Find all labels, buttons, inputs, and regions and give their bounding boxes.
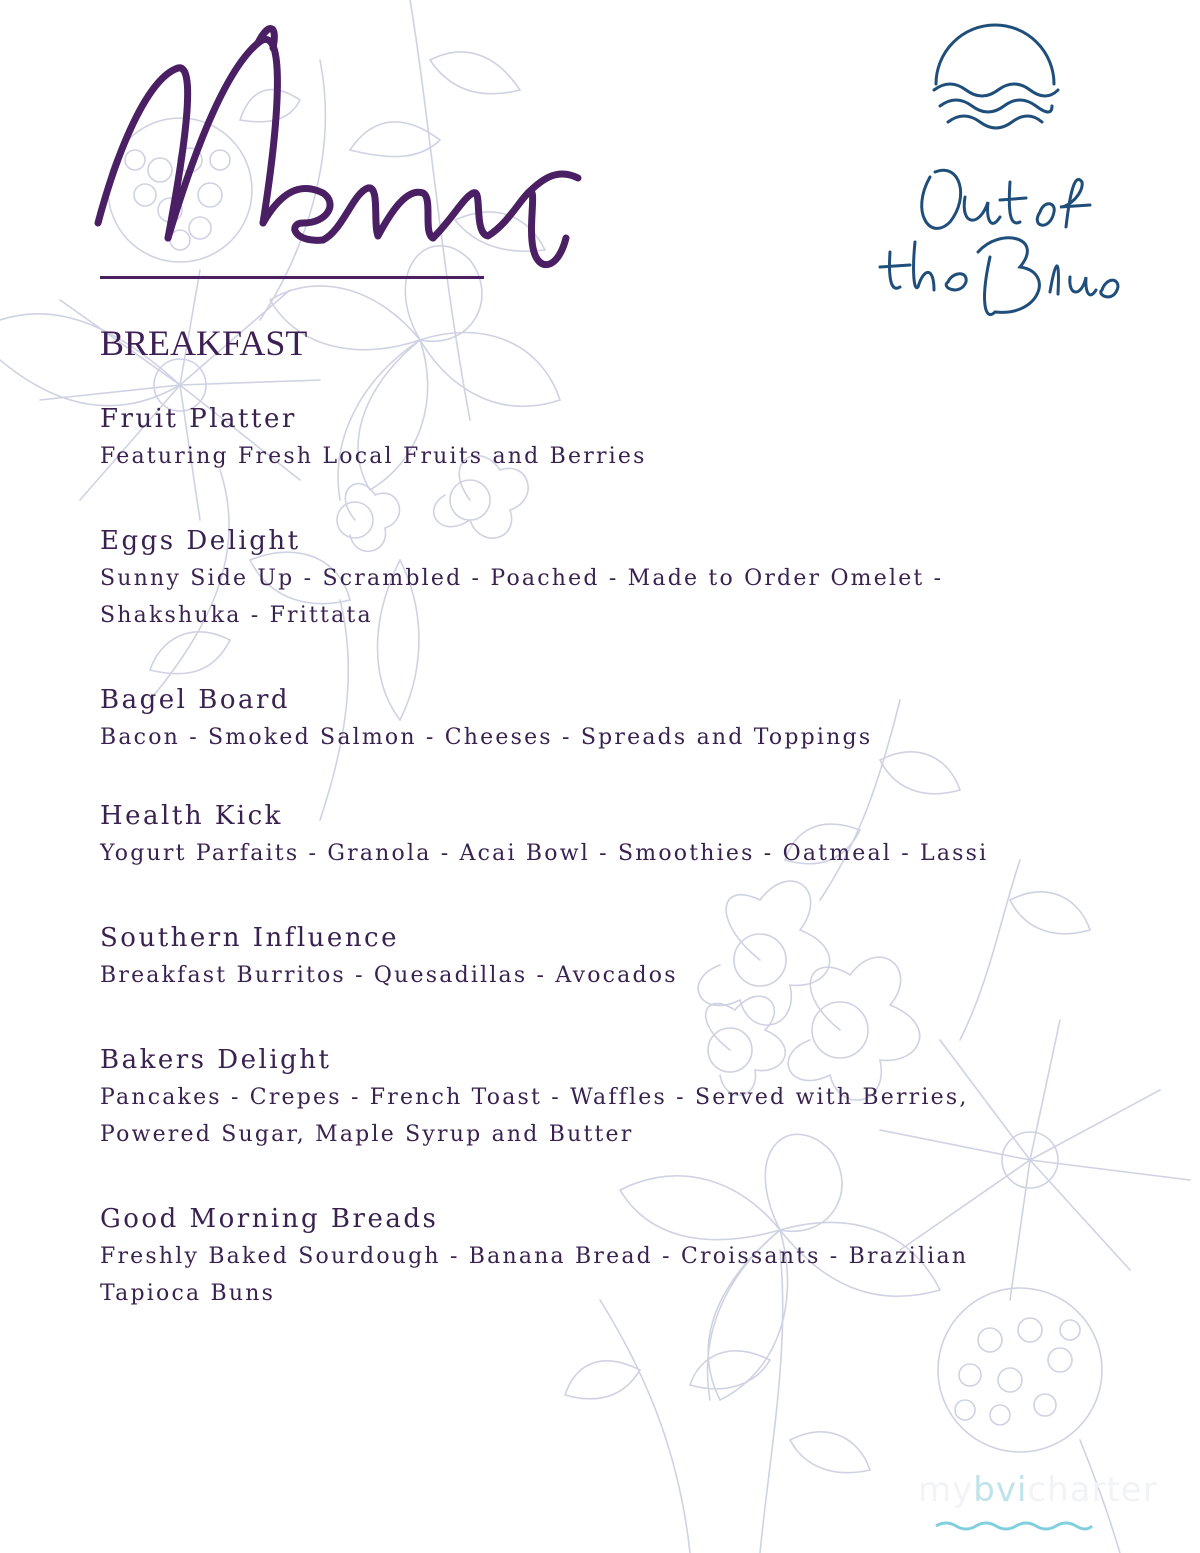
mybvicharter-watermark xyxy=(918,1470,1178,1540)
menu-item xyxy=(100,1041,1110,1153)
menu-item xyxy=(100,1200,1110,1312)
menu-item-description: Tapioca Buns xyxy=(100,1281,276,1306)
sun-over-waves-icon xyxy=(934,25,1058,128)
menu-item-description: Sunny Side Up - Scrambled - Poached - Made to Order Omelet - xyxy=(100,566,944,591)
watermark-prefix: my xyxy=(918,1470,974,1510)
menu-item-name: Good Morning Breads xyxy=(100,1204,439,1234)
watermark-wave-icon xyxy=(934,1518,1094,1534)
menu-item-description: Powered Sugar, Maple Syrup and Butter xyxy=(100,1122,634,1147)
watermark-bvi: bvi xyxy=(973,1470,1028,1510)
menu-item xyxy=(100,522,1110,634)
section-heading-breakfast: BREAKFAST xyxy=(100,323,308,363)
menu-item-name: Southern Influence xyxy=(100,923,400,953)
menu-item-description: Freshly Baked Sourdough - Banana Bread - Croissants - Brazilian xyxy=(100,1244,969,1269)
menu-item-name: Fruit Platter xyxy=(100,404,297,434)
menu-item-description: Shakshuka - Frittata xyxy=(100,603,373,628)
menu-item-name: Bakers Delight xyxy=(100,1045,332,1075)
menu-title-script xyxy=(88,8,608,278)
menu-item-name: Health Kick xyxy=(100,801,283,831)
menu-item-description: Pancakes - Crepes - French Toast - Waffles - Served with Berries, xyxy=(100,1085,969,1110)
title-underline xyxy=(100,276,484,279)
menu-item xyxy=(100,400,1110,475)
menu-item xyxy=(100,681,1110,756)
watermark-text xyxy=(918,1470,1158,1510)
menu-item-description: Featuring Fresh Local Fruits and Berries xyxy=(100,444,647,469)
out-of-the-blue-logo xyxy=(870,12,1120,332)
menu-item-name: Bagel Board xyxy=(100,685,291,715)
menu-item-description: Yogurt Parfaits - Granola - Acai Bowl - Smoothies - Oatmeal - Lassi xyxy=(100,841,989,866)
menu-item-name: Eggs Delight xyxy=(100,526,301,556)
menu-item-description: Bacon - Smoked Salmon - Cheeses - Spreads and Toppings xyxy=(100,725,873,750)
menu-item xyxy=(100,919,1110,994)
menu-item xyxy=(100,797,1110,872)
menu-item-description: Breakfast Burritos - Quesadillas - Avocados xyxy=(100,963,678,988)
watermark-suffix: charter xyxy=(1027,1470,1158,1510)
